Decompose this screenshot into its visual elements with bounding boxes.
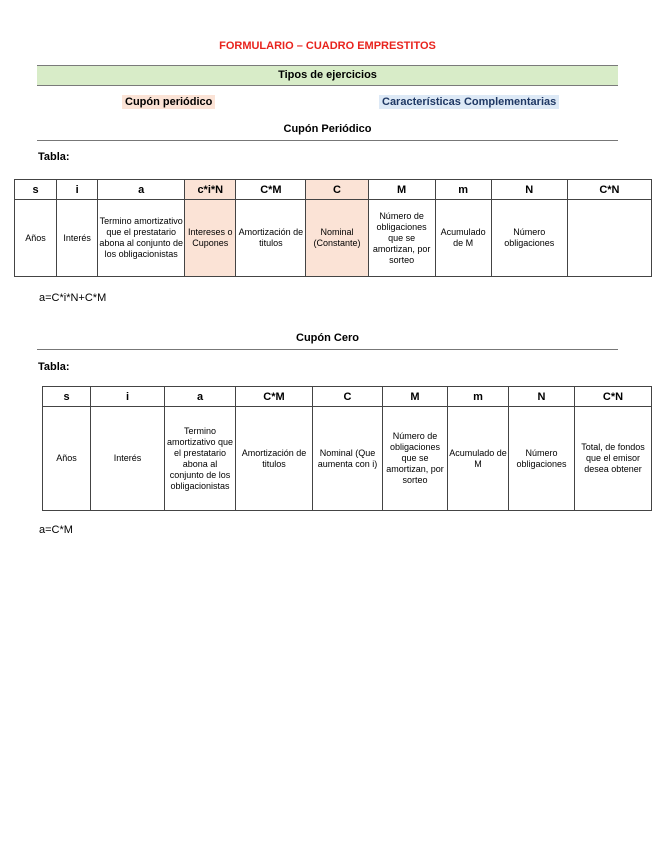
header-cell: s	[43, 387, 91, 407]
table-cell: Número obligaciones	[509, 407, 575, 511]
tab-cupon-periodico[interactable]: Cupón periódico	[122, 95, 215, 109]
table-cell: Número de obligaciones que se amortizan, por sorteo	[383, 407, 448, 511]
header-cell: N	[509, 387, 575, 407]
formula-cupon-cero: a=C*M	[39, 524, 73, 536]
table-cell: Nominal (Que aumenta con i)	[313, 407, 383, 511]
header-cell: a	[165, 387, 236, 407]
table-header-row	[15, 180, 652, 200]
tabla-label: Tabla:	[38, 361, 70, 373]
formula-cupon-periodico: a=C*i*N+C*M	[39, 292, 107, 304]
header-cell: s	[15, 180, 57, 200]
table-cell: Termino amortizativo que el prestatario abona al conjunto de los obligacionistas	[165, 407, 236, 511]
tipos-ejercicios-bar: Tipos de ejercicios	[37, 65, 618, 86]
table-cell	[567, 200, 651, 277]
table-cell: Acumulado de M	[448, 407, 509, 511]
header-cell: N	[491, 180, 567, 200]
table-cell: Número de obligaciones que se amortizan, por sorteo	[368, 200, 435, 277]
header-cell: C*N	[575, 387, 652, 407]
table-cell: Acumulado de M	[435, 200, 491, 277]
section-divider	[37, 140, 618, 141]
section-title-cupon-cero: Cupón Cero	[296, 332, 359, 344]
table-cupon-periodico	[14, 179, 652, 277]
table-row	[15, 200, 652, 277]
header-cell: i	[57, 180, 98, 200]
header-cell: C*M	[236, 180, 306, 200]
header-cell: M	[383, 387, 448, 407]
table-cell: Interés	[91, 407, 165, 511]
tabla-label: Tabla:	[38, 151, 70, 163]
page-title: FORMULARIO – CUADRO EMPRESTITOS	[219, 40, 436, 52]
header-cell: M	[368, 180, 435, 200]
table-cell: Años	[15, 200, 57, 277]
table-cell: Amortización de titulos	[236, 407, 313, 511]
header-cell: c*i*N	[185, 180, 236, 200]
header-cell: C	[313, 387, 383, 407]
header-cell: C	[306, 180, 368, 200]
table-cell: Años	[43, 407, 91, 511]
header-cell: m	[448, 387, 509, 407]
table-header-row	[43, 387, 652, 407]
table-cell: Interés	[57, 200, 98, 277]
table-cell: Intereses o Cupones	[185, 200, 236, 277]
header-cell: C*N	[567, 180, 651, 200]
header-cell: i	[91, 387, 165, 407]
table-row	[43, 407, 652, 511]
table-cell: Total, de fondos que el emisor desea obtener	[575, 407, 652, 511]
table-cell: Nominal (Constante)	[306, 200, 368, 277]
header-cell: C*M	[236, 387, 313, 407]
table-cell: Termino amortizativo que el prestatario abona al conjunto de los obligacionistas	[98, 200, 185, 277]
table-cupon-cero	[42, 386, 652, 511]
header-cell: a	[98, 180, 185, 200]
header-cell: m	[435, 180, 491, 200]
tab-caracteristicas-complementarias[interactable]: Características Complementarias	[379, 95, 559, 109]
section-title-cupon-periodico: Cupón Periódico	[283, 123, 372, 135]
section-divider	[37, 349, 618, 350]
table-cell: Amortización de titulos	[236, 200, 306, 277]
table-cell: Número obligaciones	[491, 200, 567, 277]
